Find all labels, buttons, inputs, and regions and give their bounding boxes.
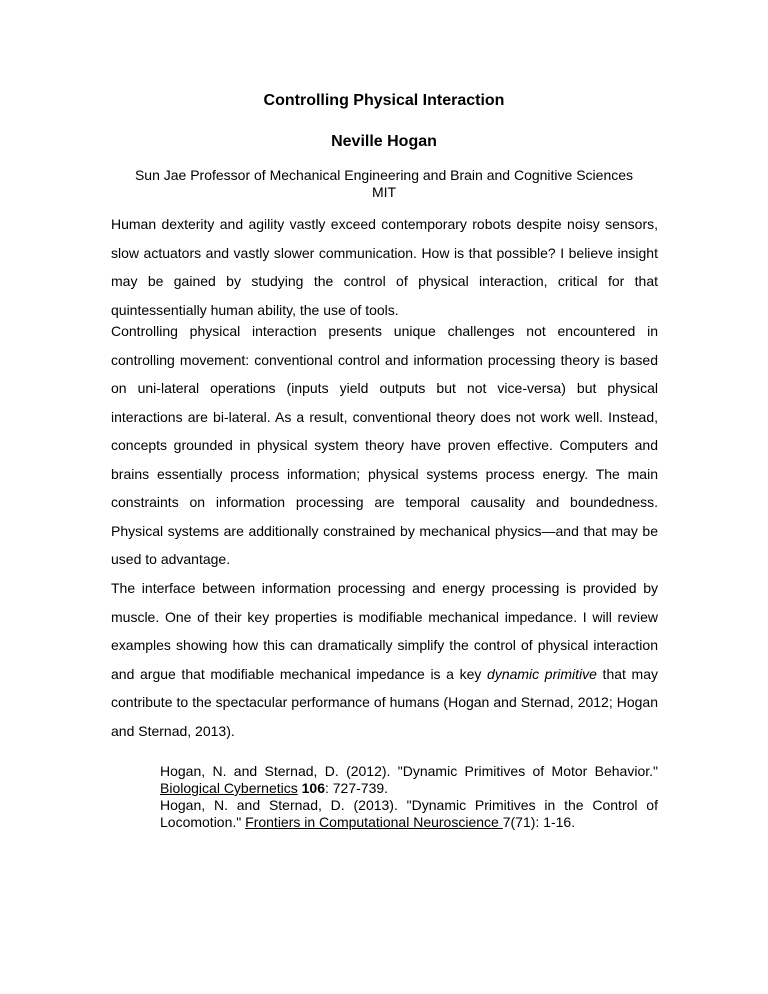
reference-volume: 106: [301, 780, 325, 796]
affiliation-institution: MIT: [371, 184, 397, 200]
paragraph-3-text: The interface between information processing and energy processing is provided by muscle. One of their key properties is modifiable mechanical impedance. I will review examples showing how this can dramatically simplify the control of physical interaction and argue that modifiable mechanical impedance is a key: [111, 580, 658, 682]
paragraph-3-text-end: that may contribute to the spectacular performance of humans (Hogan and Sternad, 2012; Hogan and Sternad, 2013).: [111, 665, 658, 739]
paragraph-2: Controlling physical interaction presents unique challenges not encountered in controlling movement: conventional control and information processing theory is based on uni-lateral operations (inputs yield outputs but not vice-versa) but physical interactions are bi-lateral. As a result, conventional theory does not work well. Instead, concepts grounded in physical system theory have proven effective. Computers and brains essentially process information; physical systems process energy. The main constraints on information processing are temporal causality and boundedness. Physical systems are additionally constrained by mechanical physics—and that may be used to advantage.: [111, 323, 658, 567]
document-title: Controlling Physical Interaction: [263, 92, 505, 109]
author-name: Neville Hogan: [331, 133, 437, 150]
reference-item: [160, 763, 658, 797]
paragraph-3-emphasis: dynamic primitive: [487, 665, 597, 682]
reference-pages: (71): 1-16.: [510, 814, 576, 830]
reference-list: [160, 763, 658, 831]
reference-journal: Biological Cybernetics: [160, 780, 298, 796]
reference-pages: : 727-739.: [324, 780, 389, 796]
reference-volume: 7: [502, 814, 511, 830]
reference-journal: Frontiers in Computational Neuroscience: [245, 814, 503, 830]
reference-authors: Hogan, N. and Sternad, D. (2013). "Dynamic Primitives in the Control of Locomotion.": [160, 797, 658, 830]
paragraph-1: Human dexterity and agility vastly exceed contemporary robots despite noisy sensors, slow actuators and vastly slower communication. How is that possible? I believe insight may be gained by studying the control of physical interaction, critical for that quintessentially human ability, the use of tools.: [111, 216, 658, 318]
reference-authors: Hogan, N. and Sternad, D. (2012). "Dynamic Primitives of Motor Behavior.": [160, 763, 658, 779]
reference-item: [160, 797, 658, 831]
affiliation-line: Sun Jae Professor of Mechanical Engineering and Brain and Cognitive Sciences: [134, 167, 634, 183]
author-affiliation: [0, 167, 768, 201]
paragraph-3: [111, 574, 658, 745]
